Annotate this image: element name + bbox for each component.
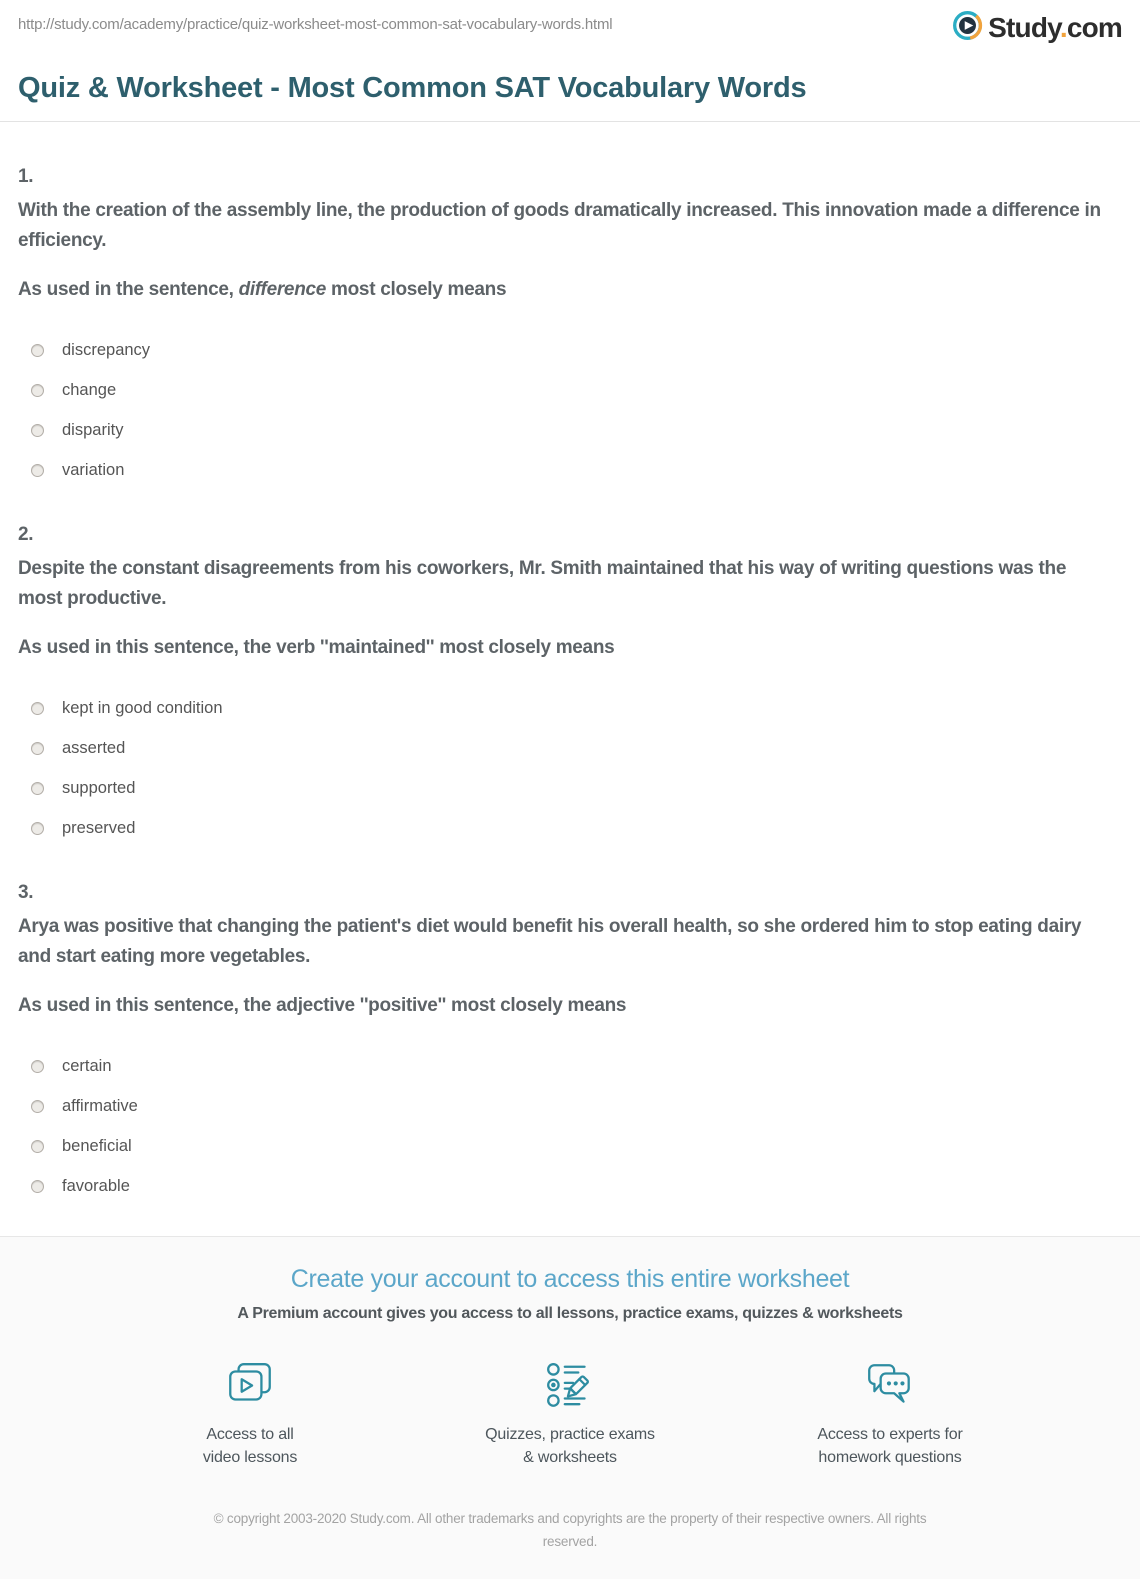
feature-label-line: homework questions	[818, 1449, 962, 1467]
signup-section	[0, 1236, 1140, 1579]
answer-option-label: favorable	[62, 1176, 130, 1195]
radio-button[interactable]	[31, 1140, 44, 1153]
studycom-logo[interactable]	[952, 10, 1122, 46]
logo-dot-text: .	[1059, 12, 1067, 43]
answer-option[interactable]	[18, 370, 1122, 410]
chat-experts-icon	[770, 1359, 1010, 1415]
answer-option[interactable]	[18, 1126, 1122, 1166]
feature-label	[770, 1423, 1010, 1469]
answer-option-label: asserted	[62, 738, 126, 757]
radio-button[interactable]	[31, 742, 44, 755]
quiz-body	[0, 122, 1140, 1206]
answer-option-label: kept in good condition	[62, 698, 223, 717]
signup-subtitle: A Premium account gives you access to all lessons, practice exams, quizzes & worksheets	[237, 1305, 903, 1323]
signup-title-link[interactable]: Create your account to access this entire worksheet	[290, 1265, 850, 1294]
answer-option-label: discrepancy	[62, 340, 151, 359]
answer-option-label: supported	[62, 778, 136, 797]
logo-study-text: Study	[988, 12, 1060, 43]
prompt-prefix: As used in this sentence, the adjective ''	[18, 995, 369, 1017]
feature-video-lessons	[130, 1359, 370, 1469]
question-text: Despite the constant disagreements from his coworkers, Mr. Smith maintained that his way of writing questions was the most productive.	[18, 558, 1067, 610]
feature-label	[130, 1423, 370, 1469]
answer-option-label: affirmative	[62, 1096, 138, 1115]
logo-com-text: com	[1066, 12, 1122, 43]
prompt-word: maintained	[328, 637, 426, 659]
question-block-1	[18, 162, 1122, 490]
question-block-2	[18, 520, 1122, 848]
quizzes-worksheets-icon	[450, 1359, 690, 1415]
prompt-prefix: As used in the sentence,	[18, 279, 239, 301]
page-title: Quiz & Worksheet - Most Common SAT Vocabulary Words	[18, 72, 807, 104]
answer-option-label: disparity	[62, 420, 124, 439]
answer-option[interactable]	[18, 410, 1122, 450]
radio-button[interactable]	[31, 424, 44, 437]
prompt-suffix: '' most closely means	[437, 995, 627, 1017]
feature-homework-experts	[770, 1359, 1010, 1469]
radio-button[interactable]	[31, 822, 44, 835]
question-text: With the creation of the assembly line, the production of goods dramatically increased. This innovation made a difference in efficiency.	[18, 200, 1101, 252]
answer-option[interactable]	[18, 330, 1122, 370]
question-prompt	[18, 633, 1122, 663]
video-lessons-icon	[130, 1359, 370, 1415]
radio-button[interactable]	[31, 1100, 44, 1113]
feature-label-line: Quizzes, practice exams	[485, 1426, 655, 1444]
feature-quizzes-worksheets	[450, 1359, 690, 1469]
question-number: 1.	[18, 166, 34, 187]
radio-button[interactable]	[31, 1060, 44, 1073]
question-number: 2.	[18, 524, 34, 546]
answer-option-label: change	[62, 380, 117, 399]
answer-option[interactable]	[18, 1086, 1122, 1126]
feature-label	[450, 1423, 690, 1469]
copyright-text: © copyright 2003-2020 Study.com. All other trademarks and copyrights are the property of their respective owners. All rights reserved.	[213, 1510, 927, 1549]
topbar	[0, 0, 1140, 46]
radio-button[interactable]	[31, 782, 44, 795]
answer-option-label: certain	[62, 1056, 112, 1075]
answer-option[interactable]	[18, 808, 1122, 848]
answer-option[interactable]	[18, 450, 1122, 490]
answer-option[interactable]	[18, 1166, 1122, 1206]
radio-button[interactable]	[31, 1180, 44, 1193]
answer-option[interactable]	[18, 728, 1122, 768]
answer-option-label: preserved	[62, 818, 136, 837]
feature-label-line: Access to all	[206, 1426, 294, 1444]
answer-option[interactable]	[18, 768, 1122, 808]
answer-option-label: beneficial	[62, 1136, 132, 1155]
url-text: http://study.com/academy/practice/quiz-worksheet-most-common-sat-vocabulary-words.html	[18, 16, 613, 33]
prompt-word: difference	[238, 279, 327, 301]
answer-options-list	[18, 1046, 1122, 1206]
logo-play-icon	[952, 10, 983, 46]
feature-label-line: Access to experts for	[817, 1426, 963, 1444]
logo-wordmark	[988, 12, 1122, 44]
radio-button[interactable]	[31, 702, 44, 715]
question-prompt	[18, 275, 1122, 305]
prompt-word: positive	[368, 995, 438, 1017]
feature-label-line: & worksheets	[523, 1449, 617, 1467]
prompt-prefix: As used in this sentence, the verb ''	[18, 637, 329, 659]
question-prompt	[18, 991, 1122, 1021]
radio-button[interactable]	[31, 344, 44, 357]
answer-options-list	[18, 688, 1122, 848]
radio-button[interactable]	[31, 464, 44, 477]
answer-option[interactable]	[18, 1046, 1122, 1086]
answer-option[interactable]	[18, 688, 1122, 728]
features-row	[0, 1359, 1140, 1469]
question-number: 3.	[18, 882, 34, 904]
radio-button[interactable]	[31, 384, 44, 397]
answer-options-list	[18, 330, 1122, 490]
prompt-suffix: '' most closely means	[425, 637, 615, 659]
question-text: Arya was positive that changing the patient's diet would benefit his overall health, so she ordered him to stop eating dairy and start eating more vegetables.	[18, 916, 1082, 968]
prompt-suffix: most closely means	[326, 279, 507, 301]
feature-label-line: video lessons	[202, 1449, 298, 1467]
question-block-3	[18, 878, 1122, 1206]
answer-option-label: variation	[62, 460, 125, 479]
